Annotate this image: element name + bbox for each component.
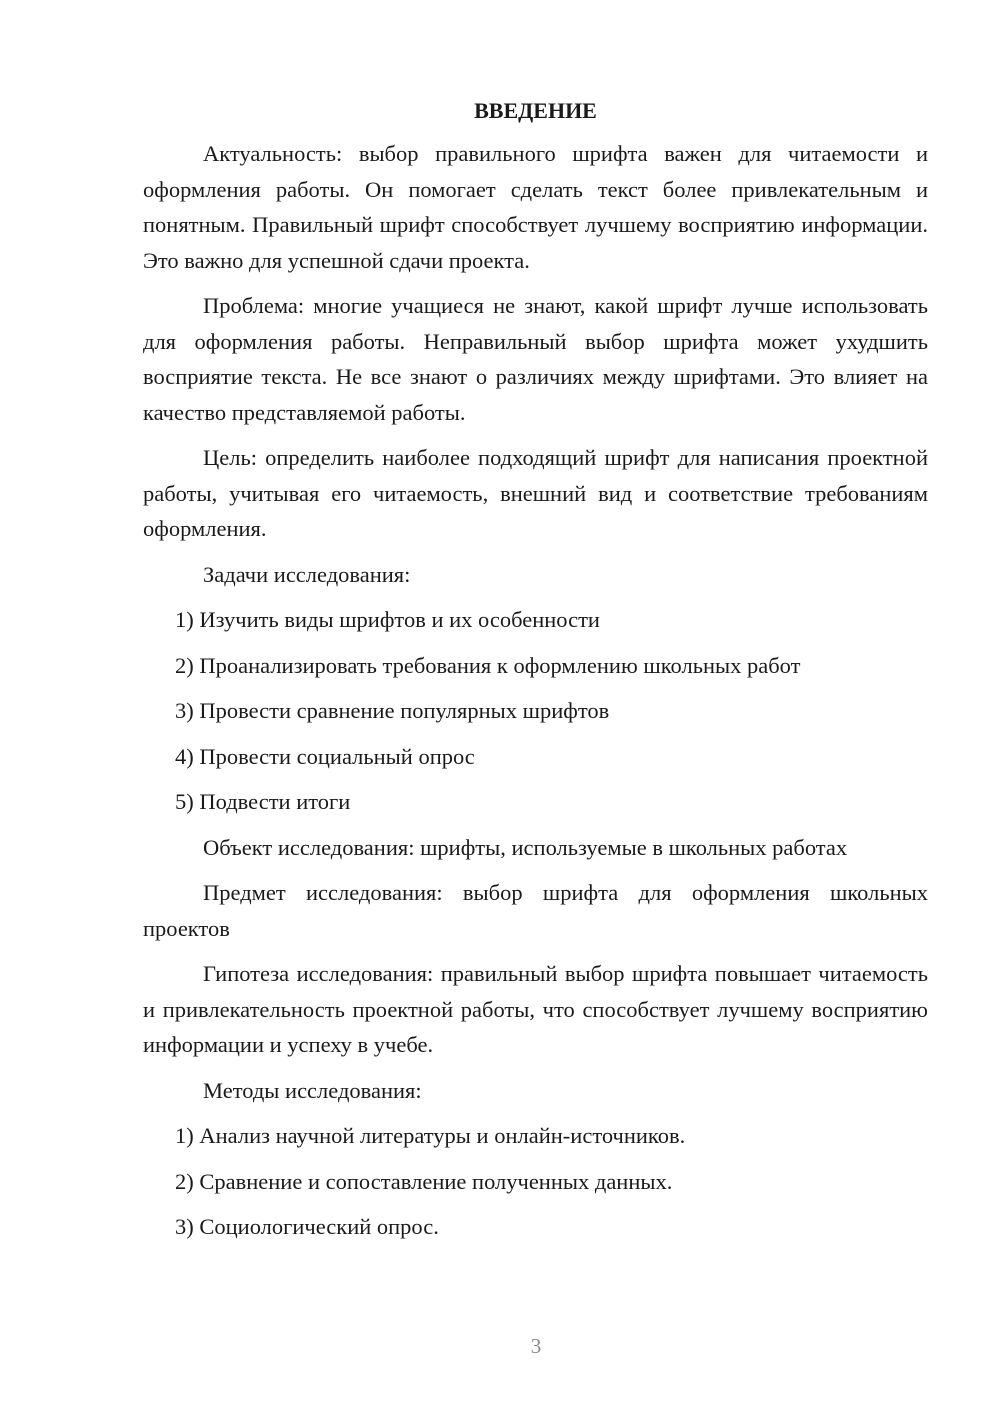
paragraph-relevance: Актуальность: выбор правильного шрифта важен для читаемости и оформления работы. Он помогает сделать текст более привлекательным и понятным. Правильный шрифт способствует лучшему восприятию информации. Это важно для успешной сдачи проекта.: [143, 141, 928, 273]
methods-heading: Методы исследования:: [203, 1077, 422, 1103]
list-item: 1) Изучить виды шрифтов и их особенности: [175, 607, 600, 632]
paragraph-hypothesis: Гипотеза исследования: правильный выбор шрифта повышает читаемость и привлекательность проектной работы, что способствует лучшему восприятию информации и успеху в учебе.: [143, 961, 928, 1057]
list-item: 3) Провести сравнение популярных шрифтов: [175, 698, 610, 723]
paragraph-goal: Цель: определить наиболее подходящий шрифт для написания проектной работы, учитывая его читаемость, внешний вид и соответствие требованиям оформления.: [143, 445, 928, 541]
tasks-list: [143, 602, 928, 820]
page-content: [143, 95, 928, 1255]
section-heading: ВВЕДЕНИЕ: [474, 98, 597, 123]
list-item: 1) Анализ научной литературы и онлайн-источников.: [175, 1123, 686, 1148]
tasks-heading: Задачи исследования:: [203, 561, 411, 587]
paragraph-object: Объект исследования: шрифты, используемые в школьных работах: [203, 834, 848, 860]
paragraph-problem: Проблема: многие учащиеся не знают, какой шрифт лучше использовать для оформления работы. Неправильный выбор шрифта может ухудшить восприятие текста. Не все знают о различиях между шрифтами. Это влияет на качество представляемой работы.: [143, 293, 928, 425]
paragraph-subject: Предмет исследования: выбор шрифта для оформления школьных проектов: [143, 880, 928, 941]
list-item: 2) Проанализировать требования к оформлению школьных работ: [175, 652, 801, 678]
list-item: 3) Социологический опрос.: [175, 1214, 439, 1239]
page-number: 3: [530, 1334, 542, 1358]
list-item: 4) Провести социальный опрос: [175, 743, 475, 769]
list-item: 2) Сравнение и сопоставление полученных данных.: [175, 1168, 673, 1194]
methods-list: [143, 1118, 928, 1245]
list-item: 5) Подвести итоги: [175, 789, 351, 814]
